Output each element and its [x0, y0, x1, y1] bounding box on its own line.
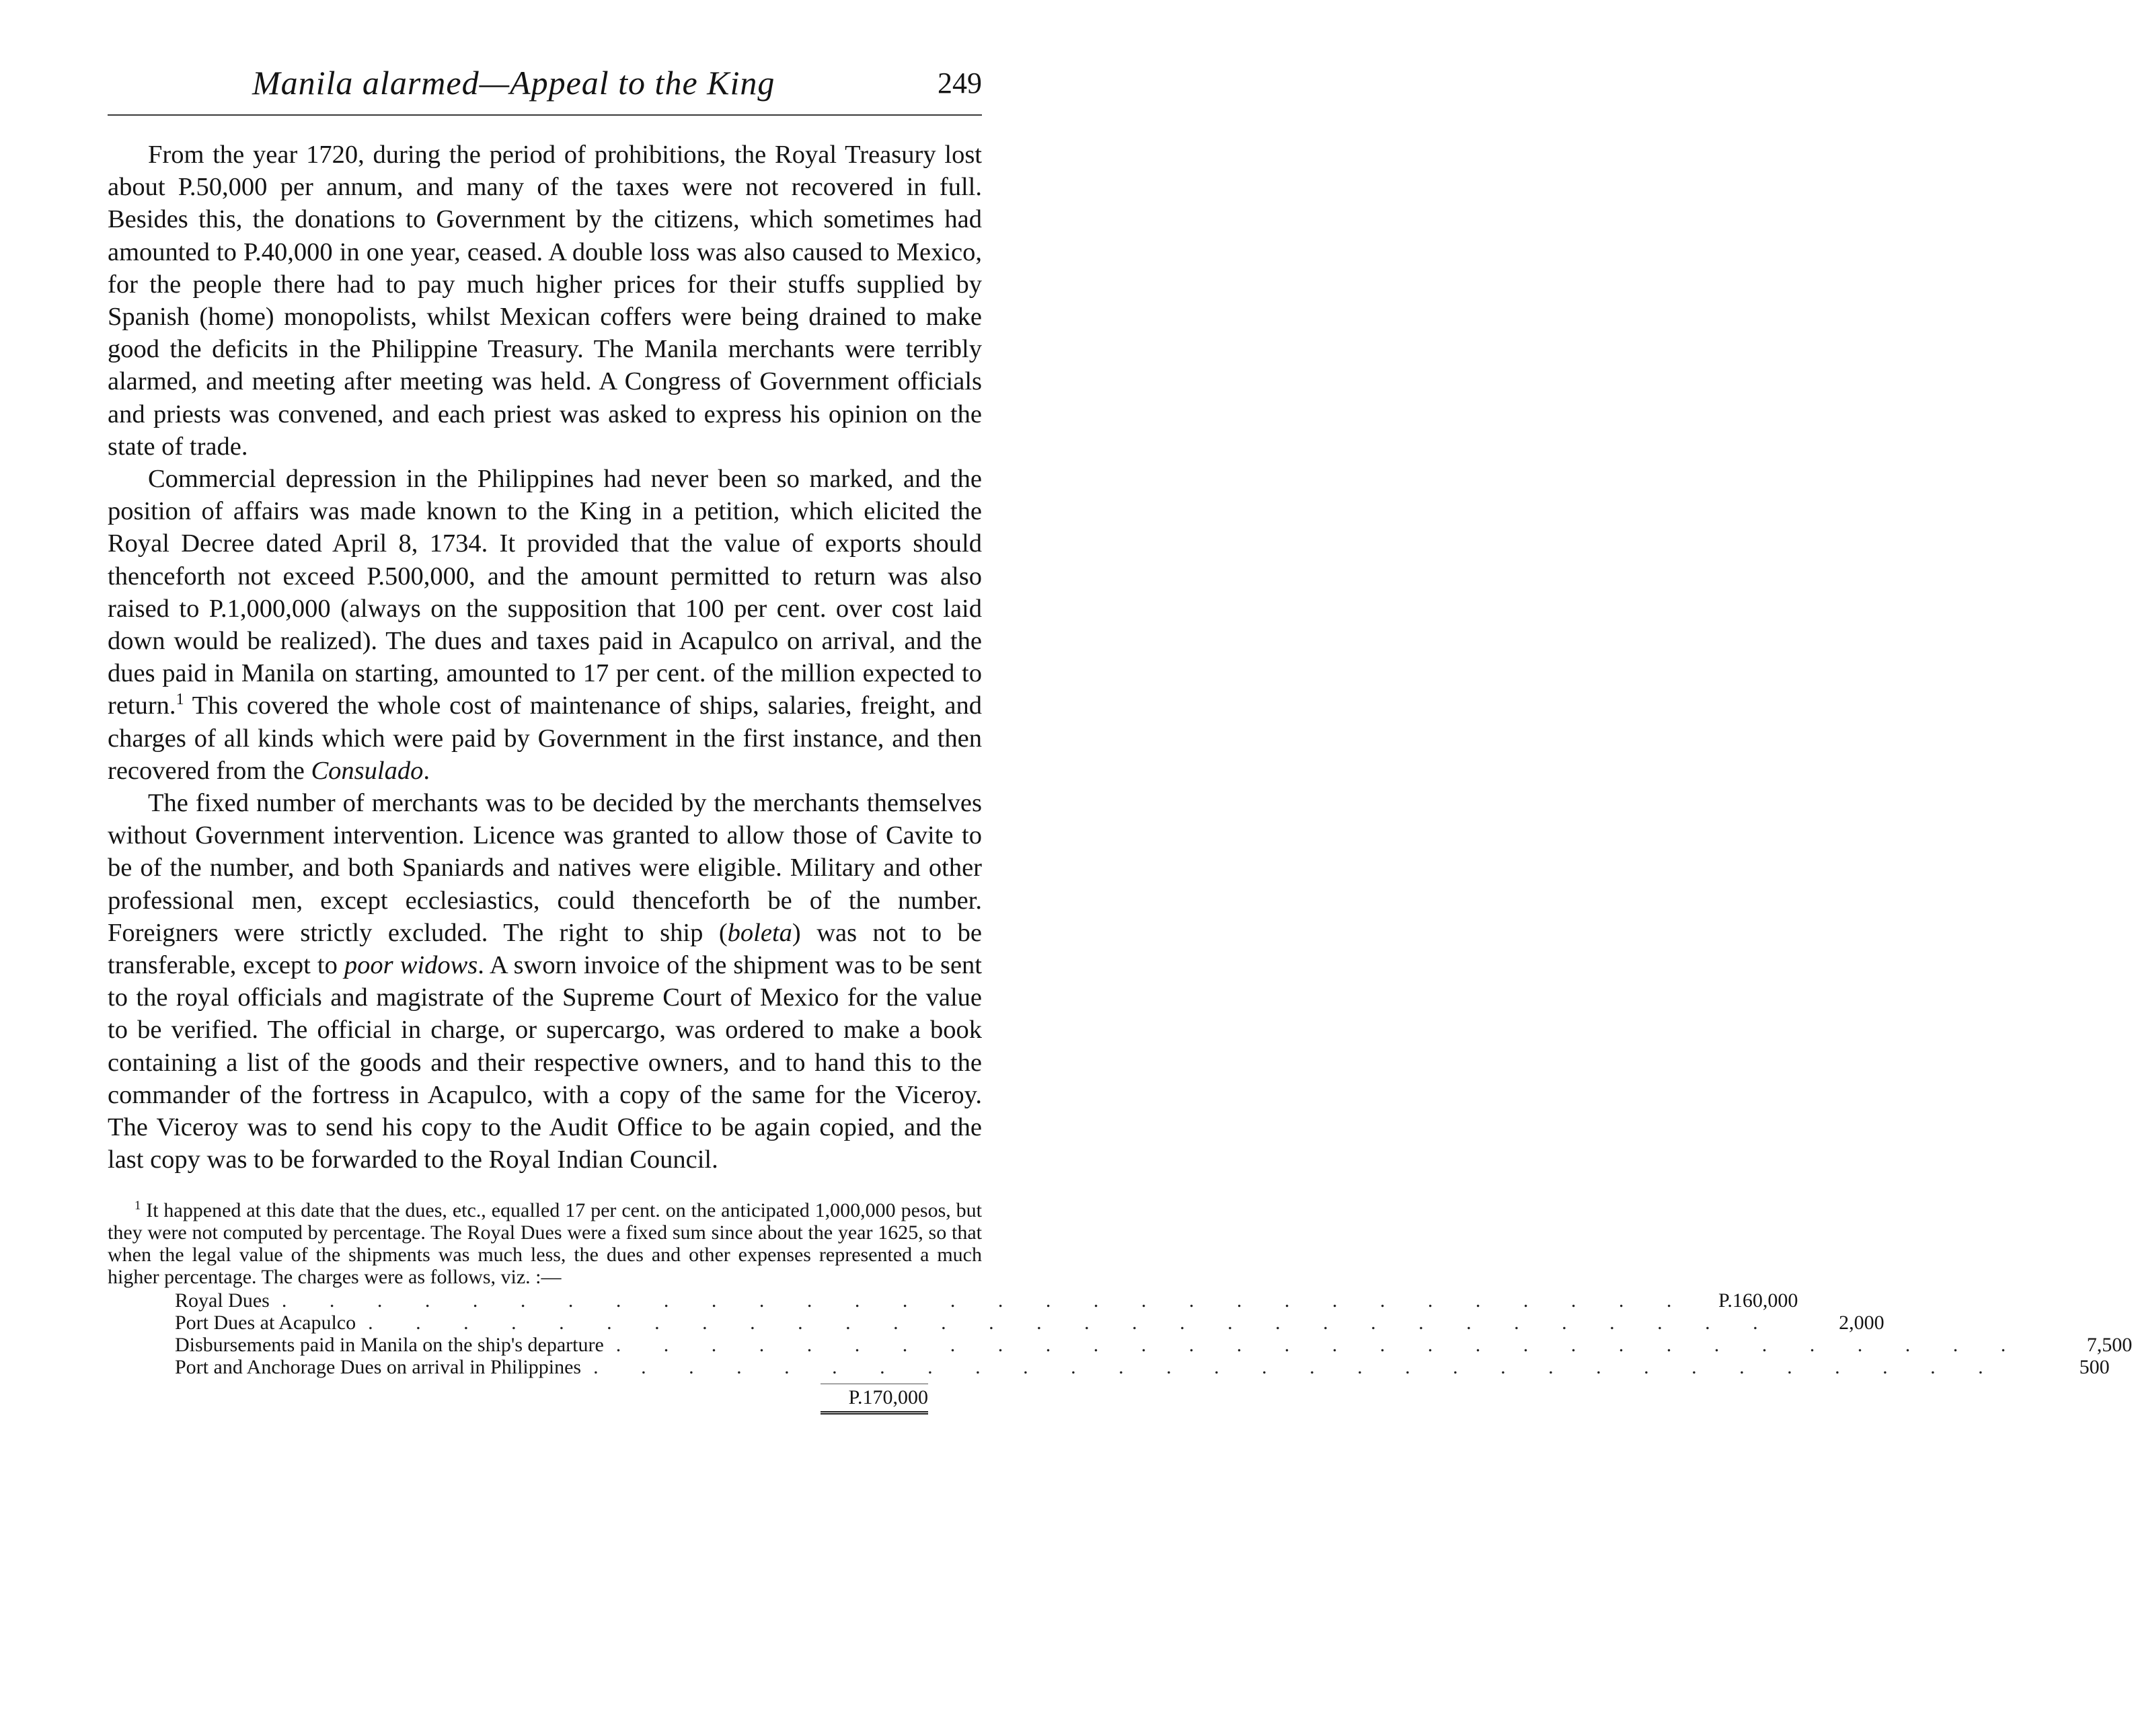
- page-number: 249: [938, 67, 982, 100]
- charge-row: [175, 1311, 1884, 1334]
- leader-dots: . . . . . . . . . . . . . . . . . . . . . . . . . . . . . .: [593, 1355, 2002, 1378]
- charge-row: [175, 1333, 2132, 1356]
- paragraph-1-text: From the year 1720, during the period of prohibitions, the Royal Treasury lost about P.50,000 per annum, and many of the taxes were not recovered in full. Besides this, the donations to Government by the citizens, which sometimes had amounted to P.40,000 in one year, ceased. A double loss was also caused to Mexico, for the people there had to pay much higher prices for their stuffs supplied by Spanish (home) monopolists, whilst Mexican coffers were being drained to make good the deficits in the Philippine Treasury. The Manila merchants were terribly alarmed, and meeting after meeting was held. A Congress of Government officials and priests was convened, and each priest was asked to express his opinion on the state of trade.: [108, 141, 982, 461]
- paragraph-2-text-c: .: [423, 756, 430, 785]
- footnote-1: [108, 1199, 982, 1288]
- header-rule: [108, 114, 982, 116]
- italic-boleta: boleta: [727, 918, 792, 947]
- charge-amount: 2,000: [1839, 1311, 1884, 1334]
- charge-amount: 500: [2079, 1355, 2110, 1378]
- footnote-marker: 1: [135, 1198, 141, 1213]
- charge-label: Port and Anchorage Dues on arrival in Philippines: [175, 1355, 582, 1378]
- charges-total: P.170,000: [821, 1384, 928, 1414]
- leader-dots: . . . . . . . . . . . . . . . . . . . . . . . . . . . . . .: [281, 1289, 1691, 1312]
- paragraph-3-text-b: ) was not to be transferable, except to: [108, 918, 982, 980]
- italic-poor-widows: poor widows: [344, 951, 478, 980]
- leader-dots: . . . . . . . . . . . . . . . . . . . . . . . . . . . . . .: [615, 1333, 2025, 1356]
- book-page: [108, 61, 2132, 1414]
- italic-consulado: Consulado: [311, 756, 424, 785]
- charge-row: [175, 1355, 2110, 1378]
- paragraph-3: [108, 787, 982, 1176]
- body-text: [108, 139, 982, 1176]
- page-header: [108, 61, 982, 121]
- leader-dots: . . . . . . . . . . . . . . . . . . . . . . . . . . . . . .: [368, 1311, 1777, 1334]
- footnote-text: It happened at this date that the dues, etc., equalled 17 per cent. on the anticipated 1,000,000 pesos, but they were not computed by percentage. The Royal Dues were a fixed sum since about the year 1625, so that when the legal value of the shipments was much less, the dues and other expenses represented a much higher percentage. The charges were as follows, viz. :—: [108, 1199, 982, 1288]
- paragraph-3-text-a: The fixed number of merchants was to be decided by the merchants themselves without Government intervention. Licence was granted to allow those of Cavite to be of the number, and both Spaniards and natives were eligible. Military and other professional men, except ecclesiastics, could thenceforth be of the number. Foreigners were strictly excluded. The right to ship (: [108, 789, 982, 947]
- charge-amount: 7,500: [2086, 1333, 2132, 1356]
- running-title: Manila alarmed—Appeal to the King: [252, 64, 775, 102]
- paragraph-2: [108, 463, 982, 787]
- footnote-reference: 1: [176, 691, 184, 709]
- charge-label: Royal Dues: [175, 1289, 270, 1312]
- charges-table: [175, 1289, 2132, 1414]
- footnotes: [108, 1198, 2132, 1414]
- charge-label: Port Dues at Acapulco: [175, 1311, 356, 1334]
- paragraph-2-text-a: Commercial depression in the Philippines had never been so marked, and the position of affairs was made known to the King in a petition, which elicited the Royal Decree dated April 8, 1734. It provided that the value of exports should thenceforth not exceed P.500,000, and the amount permitted to return was also raised to P.1,000,000 (always on the supposition that 100 per cent. over cost laid down would be realized). The dues and taxes paid in Acapulco on arrival, and the dues paid in Manila on starting, amounted to 17 per cent. of the million expected to return.: [108, 465, 982, 720]
- charge-amount: P.160,000: [1718, 1289, 1798, 1312]
- charge-label: Disbursements paid in Manila on the ship's departure: [175, 1333, 604, 1356]
- paragraph-1: [108, 139, 982, 463]
- paragraph-2-text-b: This covered the whole cost of maintenance of ships, salaries, freight, and charges of all kinds which were paid by Government in the first instance, and then recovered from the: [108, 691, 982, 785]
- charge-row: [175, 1289, 1798, 1312]
- charges-total-row: [175, 1384, 928, 1414]
- paragraph-3-text-c: . A sworn invoice of the shipment was to be sent to the royal officials and magistrate of the Supreme Court of Mexico for the value to be verified. The official in charge, or supercargo, was ordered to make a book containing a list of the goods and their respective owners, and to hand this to the commander of the fortress in Acapulco, with a copy of the same for the Viceroy. The Viceroy was to send his copy to the Audit Office to be again copied, and the last copy was to be forwarded to the Royal Indian Council.: [108, 951, 982, 1174]
